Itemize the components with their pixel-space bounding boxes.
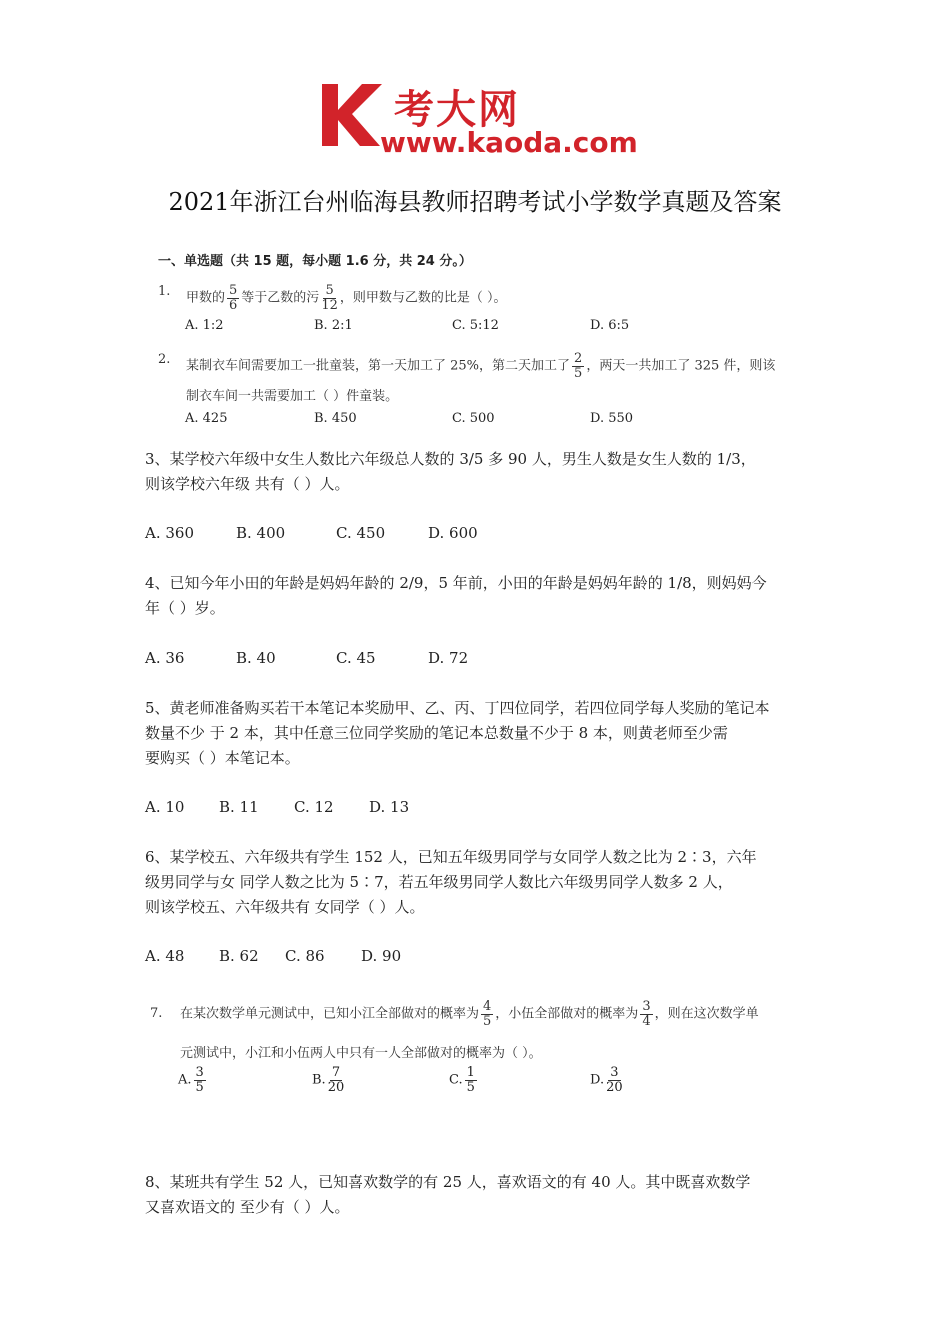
q5-option-a[interactable]: A. 10 <box>145 798 185 816</box>
frac-num: 3 <box>642 999 651 1014</box>
question-6 <box>145 845 810 920</box>
q5-line-2: 数量不少 于 2 本，其中任意三位同学奖励的笔记本总数量不少于 8 本，则黄老师至少需 <box>145 724 728 742</box>
frac-den: 6 <box>229 297 238 313</box>
q2-post: ，两天一共加工了 325 件，则该 <box>586 358 776 374</box>
q7-post: ，则在这次数学单 <box>654 1006 759 1022</box>
q3-line-1: 3、某学校六年级中女生人数比六年级总人数的 3/5 多 90 人，男生人数是女生人数的 1/3， <box>145 450 756 468</box>
logo-url-text: www.kaoda.com <box>380 126 638 159</box>
q1-option-b[interactable]: B. 2:1 <box>314 318 353 333</box>
frac-den: 20 <box>606 1079 623 1095</box>
frac-num: 5 <box>229 283 238 298</box>
q7-option-d[interactable] <box>590 1066 625 1094</box>
q5-line-1: 5、黄老师准备购买若干本笔记本奖励甲、乙、丙、丁四位同学，若四位同学每人奖励的笔记本 <box>145 699 770 717</box>
q7-pre: 在某次数学单元测试中，已知小江全部做对的概率为 <box>180 1006 480 1022</box>
frac-den: 5 <box>483 1013 492 1029</box>
q4-option-a[interactable]: A. 36 <box>145 649 185 667</box>
frac-num: 3 <box>610 1065 619 1080</box>
question-3 <box>145 447 810 497</box>
q3-option-d[interactable]: D. 600 <box>428 524 478 542</box>
q1-text <box>186 284 507 312</box>
q1-fraction-2 <box>321 284 338 312</box>
q1-option-c[interactable]: C. 5:12 <box>452 318 499 333</box>
option-label: D. <box>590 1072 605 1088</box>
frac-den: 5 <box>574 365 583 381</box>
frac-num: 4 <box>483 999 492 1014</box>
q2-fraction <box>572 352 584 380</box>
q7-mid: ，小伍全部做对的概率为 <box>495 1006 639 1022</box>
q7-fraction-2 <box>640 1000 652 1028</box>
option-label: C. <box>449 1072 463 1088</box>
q7-fraction-1 <box>481 1000 493 1028</box>
frac-num: 1 <box>466 1065 475 1080</box>
frac-den: 5 <box>466 1079 475 1095</box>
q6-line-2: 级男同学与女 同学人数之比为 5∶7，若五年级男同学人数比六年级男同学人数多 2 人， <box>145 873 733 891</box>
section-heading: 一、单选题（共 15 题，每小题 1.6 分，共 24 分。） <box>158 254 472 269</box>
frac-den: 4 <box>642 1013 651 1029</box>
q7-option-a-fraction <box>194 1066 206 1094</box>
q8-line-1: 8、某班共有学生 52 人，已知喜欢数学的有 25 人，喜欢语文的有 40 人。其中既喜欢数学 <box>145 1173 751 1191</box>
q2-option-a[interactable]: A. 425 <box>185 411 228 426</box>
q7-option-a[interactable] <box>178 1066 208 1094</box>
q7-option-b-fraction <box>328 1066 345 1094</box>
q6-option-d[interactable]: D. 90 <box>361 947 402 965</box>
kaoda-logo <box>318 78 638 158</box>
q4-option-c[interactable]: C. 45 <box>336 649 376 667</box>
q4-option-b[interactable]: B. 40 <box>236 649 276 667</box>
question-5 <box>145 696 810 771</box>
q4-line-2: 年（ ）岁。 <box>145 599 225 617</box>
option-label: B. <box>312 1072 326 1088</box>
q1-mid: 等于乙数的污 <box>241 290 320 306</box>
frac-den: 5 <box>195 1079 204 1095</box>
q7-option-c[interactable] <box>449 1066 479 1094</box>
frac-den: 12 <box>321 297 338 313</box>
q4-line-1: 4、已知今年小田的年龄是妈妈年龄的 2/9，5 年前，小田的年龄是妈妈年龄的 1/8，则妈妈今 <box>145 574 767 592</box>
option-label: A. <box>178 1072 192 1088</box>
q6-option-b[interactable]: B. 62 <box>219 947 259 965</box>
frac-num: 5 <box>325 283 334 298</box>
q7-line-1 <box>180 1000 759 1028</box>
q8-line-2: 又喜欢语文的 至少有（ ）人。 <box>145 1198 350 1216</box>
q1-number: 1. <box>158 284 171 299</box>
q7-option-c-fraction <box>465 1066 477 1094</box>
q6-line-1: 6、某学校五、六年级共有学生 152 人，已知五年级男同学与女同学人数之比为 2∶3，六年 <box>145 848 757 866</box>
logo-brand-text: 考大网 <box>394 87 520 133</box>
q1-option-d[interactable]: D. 6:5 <box>590 318 630 333</box>
q5-option-d[interactable]: D. 13 <box>369 798 410 816</box>
k-logo-icon <box>318 80 388 150</box>
q5-option-c[interactable]: C. 12 <box>294 798 334 816</box>
q3-option-c[interactable]: C. 450 <box>336 524 386 542</box>
q1-pre: 甲数的 <box>186 290 226 306</box>
q4-option-d[interactable]: D. 72 <box>428 649 469 667</box>
q7-line-2: 元测试中，小江和小伍两人中只有一人全部做对的概率为（ ）。 <box>180 1046 542 1061</box>
q5-line-3: 要购买（ ）本笔记本。 <box>145 749 300 767</box>
frac-den: 20 <box>327 1079 345 1095</box>
q2-option-c[interactable]: C. 500 <box>452 411 495 426</box>
q3-option-b[interactable]: B. 400 <box>236 524 286 542</box>
q1-option-a[interactable]: A. 1:2 <box>185 318 224 333</box>
q1-post: ，则甲数与乙数的比是（ ）。 <box>339 290 507 306</box>
page-title: 2021年浙江台州临海县教师招聘考试小学数学真题及答案 <box>168 188 782 216</box>
q1-fraction-1 <box>227 284 239 312</box>
q2-line-1 <box>186 352 775 380</box>
q6-line-3: 则该学校五、六年级共有 女同学（ ）人。 <box>145 898 425 916</box>
q7-number: 7. <box>150 1006 163 1021</box>
question-8 <box>145 1170 810 1220</box>
q7-option-d-fraction <box>606 1066 623 1094</box>
q5-option-b[interactable]: B. 11 <box>219 798 259 816</box>
q6-option-c[interactable]: C. 86 <box>285 947 325 965</box>
q2-line-2: 制衣车间一共需要加工（ ）件童装。 <box>186 389 399 404</box>
q2-option-d[interactable]: D. 550 <box>590 411 634 426</box>
q3-line-2: 则该学校六年级 共有（ ）人。 <box>145 475 350 493</box>
q2-pre: 某制衣车间需要加工一批童装，第一天加工了 25%，第二天加工了 <box>186 358 571 374</box>
q7-option-b[interactable] <box>312 1066 346 1094</box>
q3-option-a[interactable]: A. 360 <box>145 524 194 542</box>
frac-num: 7 <box>331 1065 341 1080</box>
question-4 <box>145 571 810 621</box>
frac-num: 2 <box>574 351 583 366</box>
frac-num: 3 <box>195 1065 204 1080</box>
q2-number: 2. <box>158 352 171 367</box>
q6-option-a[interactable]: A. 48 <box>145 947 185 965</box>
q2-option-b[interactable]: B. 450 <box>314 411 357 426</box>
